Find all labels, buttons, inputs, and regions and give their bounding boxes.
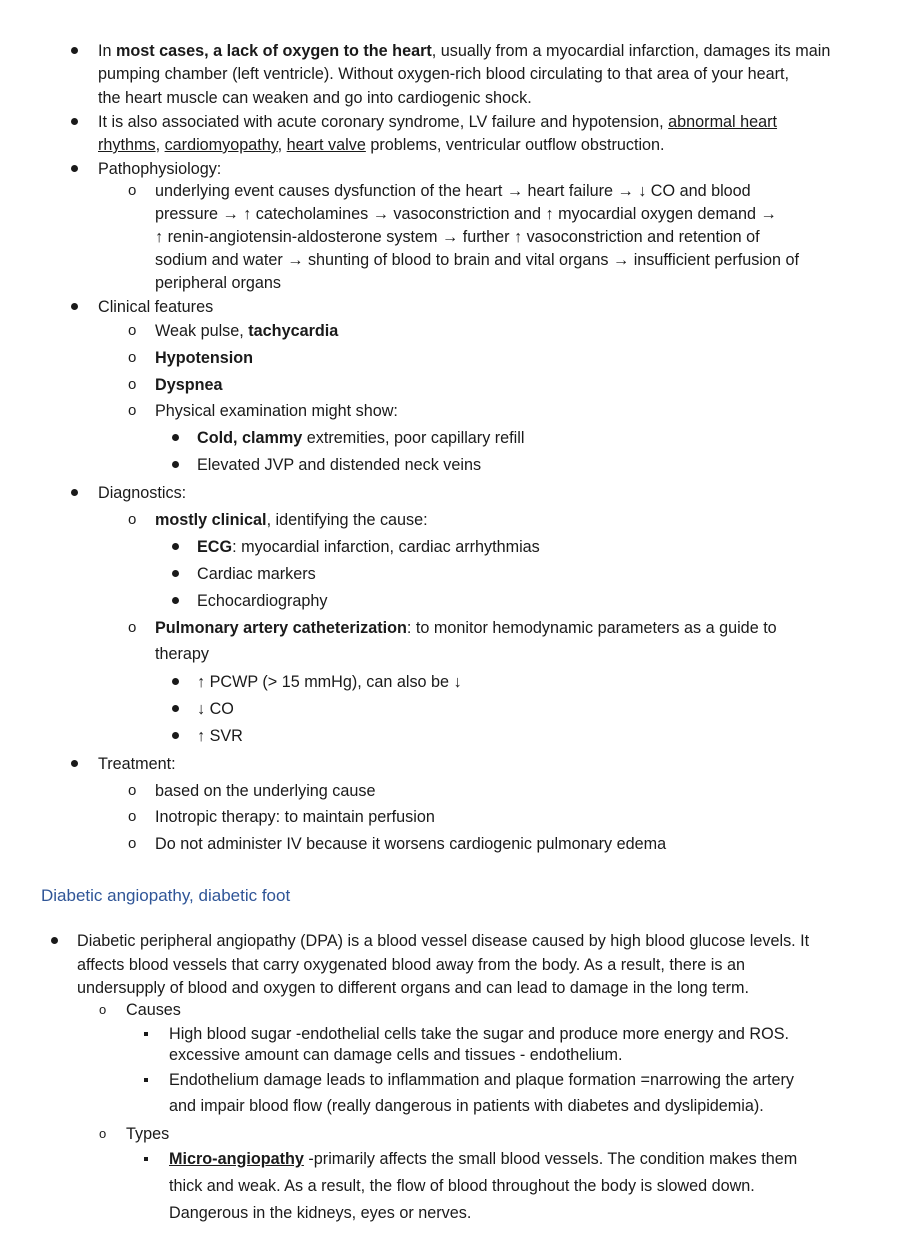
clinical-features-label: Clinical features — [98, 298, 214, 316]
diag-item-clinical — [155, 509, 428, 531]
paragraph-associated-line2 — [98, 134, 665, 156]
section-heading: Diabetic angiopathy, diabetic foot — [41, 886, 291, 905]
circle-bullet-icon: o — [99, 1126, 107, 1141]
diag-item-catheter — [155, 617, 777, 639]
bullet-icon — [172, 461, 179, 468]
dpa-paragraph-line2: affects blood vessels that carry oxygenated blood away from the body. As a result, there is an — [77, 956, 745, 974]
patho-line4: sodium and water → shunting of blood to brain and vital organs → insufficient perfusion of — [155, 251, 799, 269]
clinical-item-dyspnea: Dyspnea — [155, 376, 223, 394]
circle-bullet-icon: o — [128, 619, 137, 636]
circle-bullet-icon: o — [99, 1002, 107, 1017]
pathophysiology-label: Pathophysiology: — [98, 160, 222, 178]
diag-item-catheter-line2: therapy — [155, 645, 209, 663]
clinical-item-pulse — [155, 320, 338, 342]
bullet-icon — [172, 732, 179, 739]
type-micro-line1 — [169, 1148, 797, 1170]
cause-sugar-line2: excessive amount can damage cells and tissues - endothelium. — [169, 1046, 623, 1064]
link-abnormal-heart-rhythms-cont[interactable]: rhythms — [98, 136, 156, 154]
paragraph-cause-line1 — [98, 40, 830, 62]
link-cardiomyopathy[interactable]: cardiomyopathy — [164, 136, 278, 154]
cause-sugar-line1: High blood sugar -endothelial cells take the sugar and produce more energy and ROS. — [169, 1025, 789, 1043]
bullet-icon — [71, 489, 78, 496]
types-label: Types — [126, 1125, 170, 1143]
paragraph-associated-line1 — [98, 111, 777, 133]
bold-text: Cold, clammy — [197, 429, 303, 447]
text: In — [98, 42, 116, 60]
patho-line1: underlying event causes dysfunction of the heart → heart failure → ↓ CO and blood — [155, 182, 751, 200]
paragraph-cause-line3: the heart muscle can weaken and go into cardiogenic shock. — [98, 89, 532, 107]
text: , — [277, 136, 287, 154]
bullet-icon — [71, 303, 78, 310]
bullet-icon — [172, 597, 179, 604]
exam-item-jvp: Elevated JVP and distended neck veins — [197, 456, 482, 474]
bold-text: ECG — [197, 538, 233, 556]
circle-bullet-icon: o — [128, 182, 137, 199]
dpa-paragraph-line1: Diabetic peripheral angiopathy (DPA) is a blood vessel disease caused by high blood glucose levels. It — [77, 932, 810, 950]
causes-label: Causes — [126, 1001, 181, 1019]
link-heart-valve[interactable]: heart valve — [286, 136, 366, 154]
patho-line5: peripheral organs — [155, 274, 281, 292]
patho-line2: pressure → ↑ catecholamines → vasoconstriction and ↑ myocardial oxygen demand → — [155, 205, 777, 223]
catheter-sub-svr: ↑ SVR — [197, 727, 243, 745]
square-bullet-icon — [144, 1157, 148, 1161]
treat-item-iv: Do not administer IV because it worsens cardiogenic pulmonary edema — [155, 835, 667, 853]
circle-bullet-icon: o — [128, 511, 137, 528]
square-bullet-icon — [144, 1078, 148, 1082]
clinical-item-exam: Physical examination might show: — [155, 402, 398, 420]
treat-item-inotropic: Inotropic therapy: to maintain perfusion — [155, 808, 435, 826]
text: : myocardial infarction, cardiac arrhythmias — [232, 538, 540, 556]
bold-text: mostly clinical — [155, 511, 267, 529]
patho-line3: ↑ renin-angiotensin-aldosterone system → further ↑ vasoconstriction and retention of — [155, 228, 760, 246]
text: , identifying the cause: — [266, 511, 428, 529]
exam-item-cold — [197, 427, 524, 449]
bold-text: most cases, a lack of oxygen to the heart — [116, 42, 432, 60]
circle-bullet-icon: o — [128, 402, 137, 419]
circle-bullet-icon: o — [128, 782, 137, 799]
diag-sub-echo: Echocardiography — [197, 592, 328, 610]
diagnostics-label: Diagnostics: — [98, 484, 187, 502]
bold-text: tachycardia — [248, 322, 339, 340]
text: problems, ventricular outflow obstruction. — [365, 136, 665, 154]
bullet-icon — [172, 434, 179, 441]
circle-bullet-icon: o — [128, 835, 137, 852]
link-abnormal-heart-rhythms[interactable]: abnormal heart — [668, 113, 778, 131]
bullet-icon — [71, 165, 78, 172]
circle-bullet-icon: o — [128, 322, 137, 339]
type-micro-line3: Dangerous in the kidneys, eyes or nerves. — [169, 1204, 472, 1222]
catheter-sub-pcwp: ↑ PCWP (> 15 mmHg), can also be ↓ — [197, 673, 462, 691]
bullet-icon — [71, 118, 78, 125]
square-bullet-icon — [144, 1032, 148, 1036]
type-micro-line2: thick and weak. As a result, the flow of blood throughout the body is slowed down. — [169, 1177, 755, 1195]
treatment-label: Treatment: — [98, 755, 176, 773]
circle-bullet-icon: o — [128, 376, 137, 393]
cause-endothelium-line1: Endothelium damage leads to inflammation and plaque formation =narrowing the artery — [169, 1071, 794, 1089]
paragraph-cause-line2: pumping chamber (left ventricle). Without oxygen-rich blood circulating to that area of your heart, — [98, 65, 790, 83]
cause-endothelium-line2: and impair blood flow (really dangerous in patients with diabetes and dyslipidemia). — [169, 1097, 764, 1115]
bullet-icon — [51, 937, 58, 944]
link-micro-angiopathy[interactable]: Micro-angiopathy — [169, 1150, 304, 1168]
treat-item-cause: based on the underlying cause — [155, 782, 376, 800]
diag-sub-markers: Cardiac markers — [197, 565, 316, 583]
text: : to monitor hemodynamic parameters as a guide to — [406, 619, 777, 637]
catheter-sub-co: ↓ CO — [197, 700, 234, 718]
text: , — [155, 136, 165, 154]
text: It is also associated with acute coronary syndrome, LV failure and hypotension, — [98, 113, 669, 131]
bullet-icon — [71, 47, 78, 54]
text: extremities, poor capillary refill — [302, 429, 525, 447]
clinical-item-hypotension: Hypotension — [155, 349, 254, 367]
bullet-icon — [71, 760, 78, 767]
bold-text: Pulmonary artery catheterization — [155, 619, 407, 637]
bullet-icon — [172, 705, 179, 712]
bullet-icon — [172, 543, 179, 550]
diag-sub-ecg — [197, 536, 540, 558]
bullet-icon — [172, 678, 179, 685]
circle-bullet-icon: o — [128, 808, 137, 825]
text: -primarily affects the small blood vessels. The condition makes them — [303, 1150, 798, 1168]
bullet-icon — [172, 570, 179, 577]
circle-bullet-icon: o — [128, 349, 137, 366]
text: Weak pulse, — [155, 322, 249, 340]
text: , usually from a myocardial infarction, damages its main — [431, 42, 831, 60]
dpa-paragraph-line3: undersupply of blood and oxygen to different organs and can lead to damage in the long term. — [77, 979, 749, 997]
